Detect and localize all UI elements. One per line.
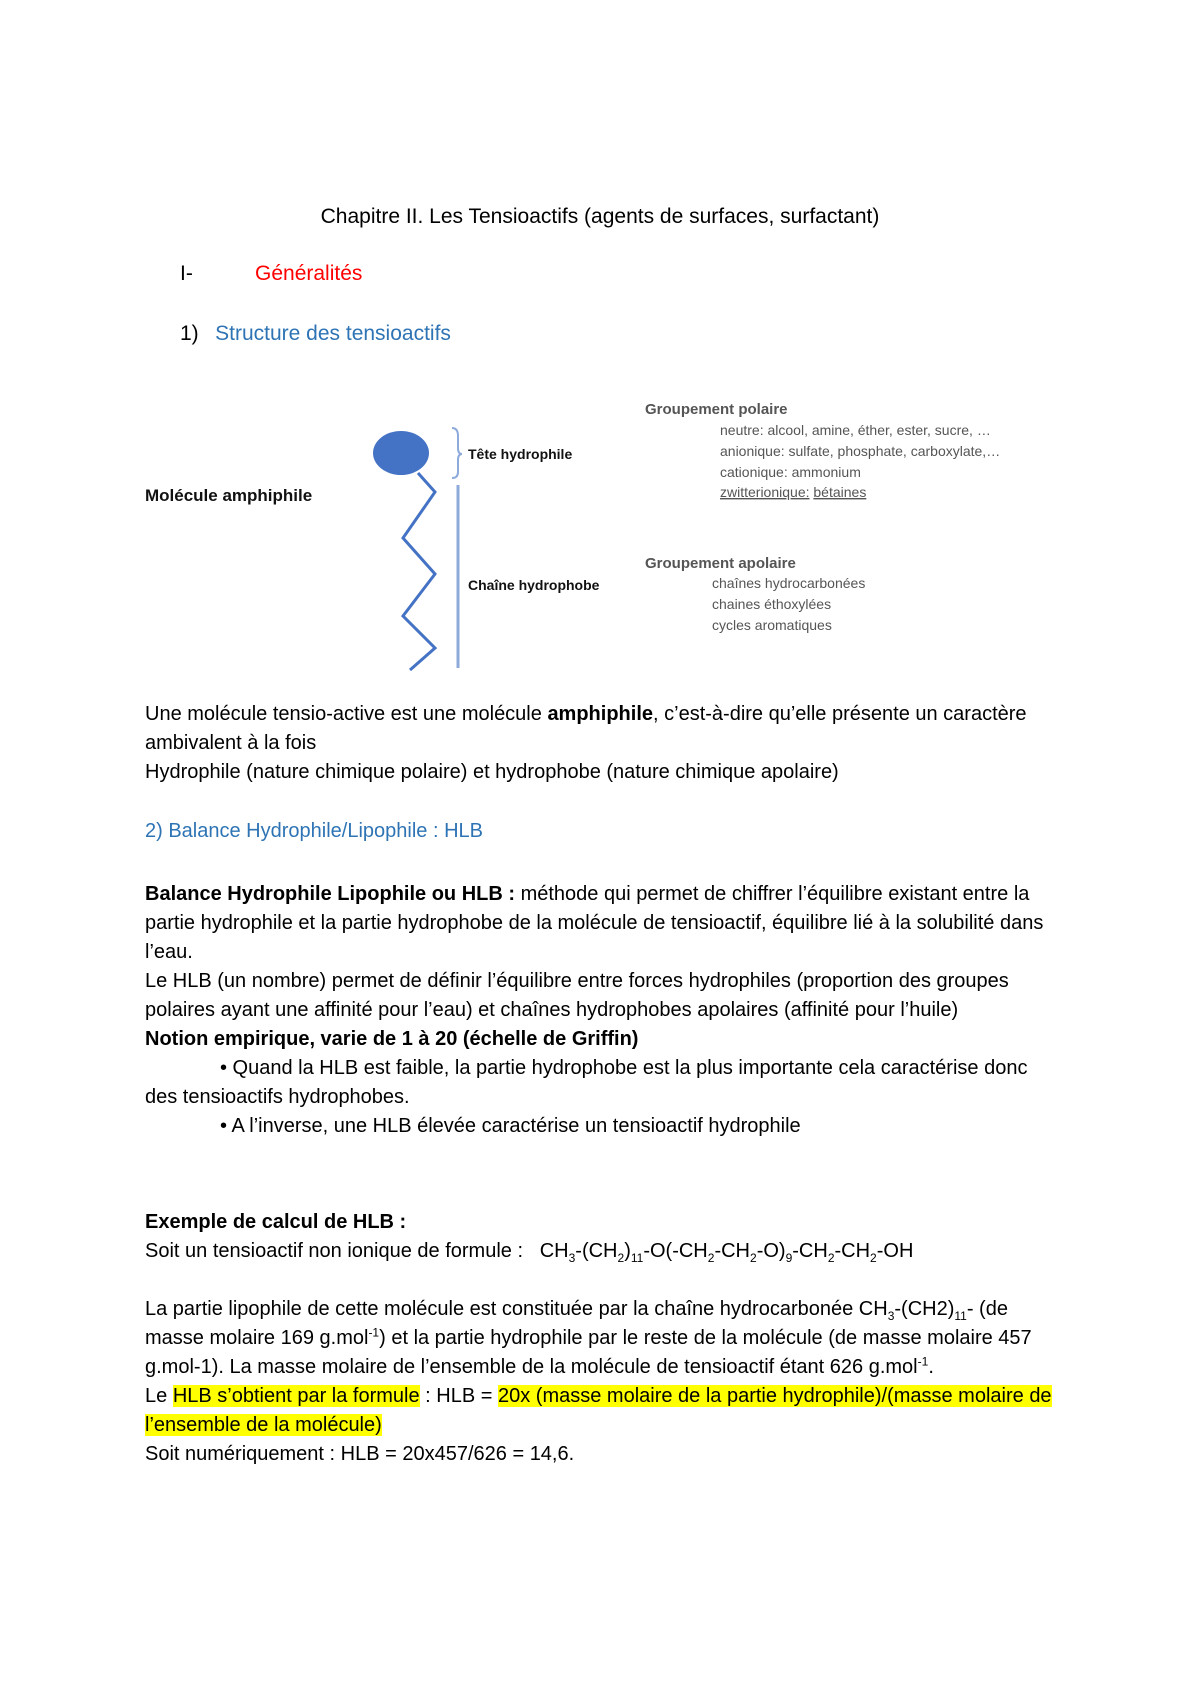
polar-group-title: Groupement polaire	[645, 401, 788, 418]
polar-item-zwitterionique: zwitterionique: bétaines	[720, 484, 867, 500]
paragraph-hlb-number: Le HLB (un nombre) permet de définir l’équilibre entre forces hydrophiles (proportion des groupes polaires ayant une affinité pour l’eau) et chaînes hydrophobes apolaires (affinité pour l’huile)	[145, 970, 1009, 1021]
section-heading-1	[180, 262, 363, 286]
polar-item-cationique: cationique: ammonium	[720, 464, 861, 480]
molecule-label: Molécule amphiphile	[145, 486, 313, 505]
polar-item-anionique: anionique: sulfate, phosphate, carboxylate,…	[720, 443, 1001, 459]
amphiphile-diagram	[0, 390, 1200, 680]
subsection-number: 1)	[180, 322, 199, 345]
bold-amphiphile: amphiphile	[547, 703, 654, 725]
apolar-item-2: chaines éthoxylées	[712, 596, 832, 612]
paragraph-hydrophile-line: Hydrophile (nature chimique polaire) et hydrophobe (nature chimique apolaire)	[145, 761, 839, 783]
polar-item-neutre: neutre: alcool, amine, éther, ester, sucre, …	[720, 422, 991, 438]
lipophile-paragraph: La partie lipophile de cette molécule est constituée par la chaîne hydrocarbonée $CH_3-(CH2)_{11}-$ (de masse molaire 169 g.mol$^{-1}$) et la partie hydrophile par le reste de la molécule (de masse molaire 457 g.mol-1). La masse molaire de l’ensemble de la molécule de tensioactif étant 626 g.mol$^{-1}$.	[145, 1298, 1032, 1378]
section-label: Généralités	[255, 262, 363, 285]
example-section	[145, 1208, 1065, 1469]
paragraph-hlb: Balance Hydrophile Lipophile ou HLB : méthode qui permet de chiffrer l’équilibre existant entre la partie hydrophile et la partie hydrophobe de la molécule de tensioactif, équilibre lié à la solubilité dans l’eau. Le HLB (un nombre) permet de définir l’équilibre entre forces hydrophiles (proportion des groupes polaires ayant une affinité pour l’eau) et chaînes hydrophobes apolaires (affinité pour l’huile) Notion empirique, varie de 1 à 20 (échelle de Griffin) • Quand la HLB est faible, la partie hydrophobe est la plus importante cela caractérise donc des tensioactifs hydrophobes. • A l’inverse, une HLB élevée caractérise un tensioactif hydrophile	[145, 880, 1065, 1141]
subsection-heading-1	[180, 322, 451, 346]
highlight-hlb-formula: HLB s’obtient par la formule	[172, 1385, 420, 1407]
paragraph-amphiphile: Une molécule tensio-active est une molécule amphiphile, c’est-à-dire qu’elle présente un caractère ambivalent à la fois Hydrophile (nature chimique polaire) et hydrophobe (nature chimique apolaire)	[145, 700, 1065, 787]
apolar-item-1: chaînes hydrocarbonées	[712, 575, 866, 591]
page-title: Chapitre II. Les Tensioactifs (agents de surfaces, surfactant)	[320, 205, 880, 228]
hlb-formula-line: Le HLB s’obtient par la formule : HLB = 20x (masse molaire de la partie hydrophile)/(masse molaire de l’ensemble de la molécule)	[145, 1385, 1052, 1436]
bullet-high-hlb: • A l’inverse, une HLB élevée caractérise un tensioactif hydrophile	[220, 1115, 801, 1137]
example-title: Exemple de calcul de HLB :	[145, 1211, 407, 1233]
bullet-low-hlb: • Quand la HLB est faible, la partie hydrophobe est la plus importante cela caractérise donc des tensioactifs hydrophobes.	[145, 1057, 1028, 1108]
subsection-label: Structure des tensioactifs	[215, 322, 451, 345]
bold-hlb-definition: Balance Hydrophile Lipophile ou HLB :	[145, 883, 516, 905]
head-label: Tête hydrophile	[468, 446, 573, 462]
notion-empirique: Notion empirique, varie de 1 à 20 (échelle de Griffin)	[145, 1028, 639, 1050]
hydrophile-head-shape	[373, 431, 429, 475]
apolar-group-title: Groupement apolaire	[645, 555, 796, 572]
chain-label: Chaîne hydrophobe	[468, 577, 600, 593]
highlight-hlb-expression: 20x (masse molaire de la partie hydrophile)/(masse molaire de l’ensemble de la molécule)	[145, 1385, 1052, 1436]
formula-line: Soit un tensioactif non ionique de formule : $CH_3-(CH_2)_{11}-O(-CH_2-CH_2-O)_9-CH_2-CH_2-OH$	[145, 1240, 914, 1265]
apolar-item-3: cycles aromatiques	[712, 617, 832, 633]
hydrophobe-chain-shape	[403, 473, 435, 670]
numeric-result: Soit numériquement : HLB = 20x457/626 = 14,6.	[145, 1443, 575, 1465]
head-brace	[452, 428, 462, 478]
subsection-heading-2: 2) Balance Hydrophile/Lipophile : HLB	[145, 820, 483, 842]
section-number: I-	[180, 262, 193, 285]
